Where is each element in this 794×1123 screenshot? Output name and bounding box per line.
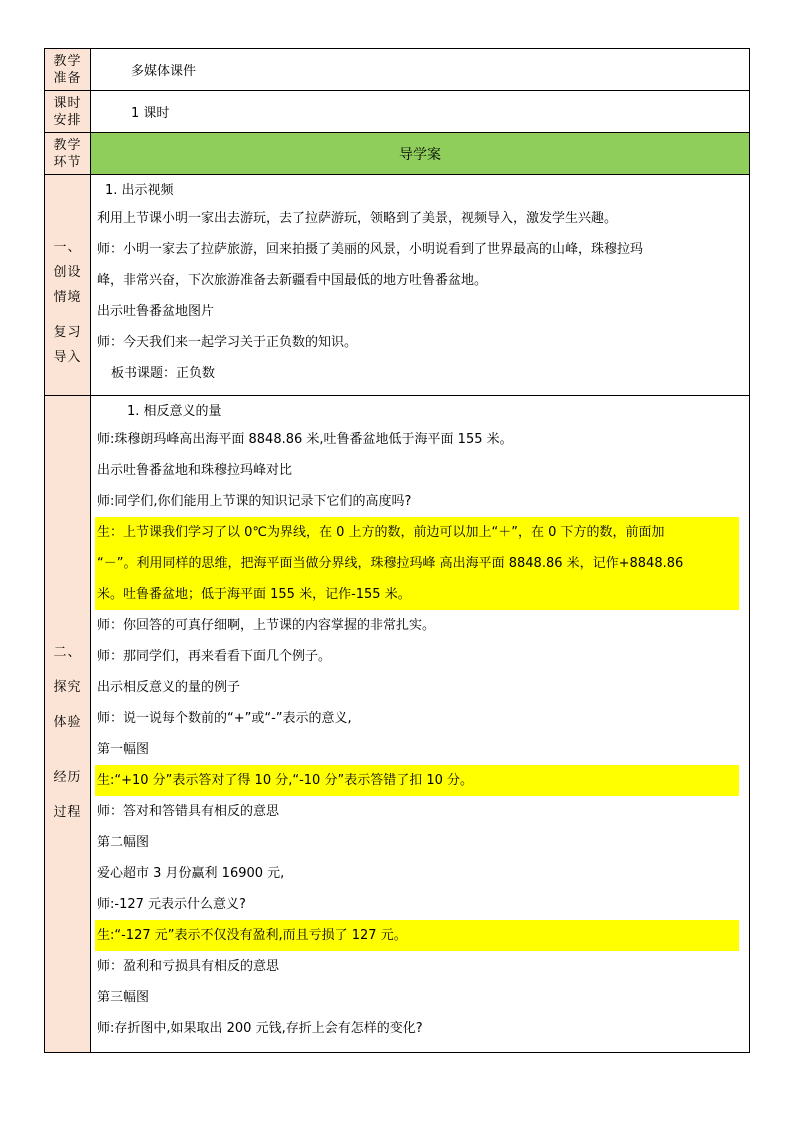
- text-line: 出示吐鲁番盆地图片: [97, 304, 215, 319]
- label-text: 过程: [53, 805, 82, 820]
- highlight-answer-block: [95, 765, 739, 796]
- preparation-value: 多媒体课件: [131, 64, 197, 79]
- text-line: 师：盈利和亏损具有相反的意思: [97, 959, 280, 974]
- row-section-2: [45, 396, 749, 1052]
- label-text: 复习: [53, 325, 82, 340]
- label-text: 情境: [53, 290, 82, 305]
- text-line: 出示吐鲁番盆地和珠穆拉玛峰对比: [97, 463, 293, 478]
- text-line: 1. 出示视频: [105, 183, 174, 198]
- highlight-line: 生:“+10 分”表示答对了得 10 分,“-10 分”表示答错了扣 10 分。: [97, 773, 473, 788]
- section-2-label: [45, 396, 91, 1052]
- label-text: 创设: [53, 265, 82, 280]
- highlight-line: “－”。利用同样的思维，把海平面当做分界线，珠穆拉玛峰 高出海平面 8848.86 米，记作+8848.86: [97, 556, 684, 571]
- text-line: 师:存折图中,如果取出 200 元钱,存折上会有怎样的变化?: [97, 1021, 423, 1036]
- text-line: 第一幅图: [97, 742, 150, 757]
- time-value: 1 课时: [131, 106, 170, 121]
- section-2-content: [91, 396, 749, 1052]
- text-line: 利用上节课小明一家出去游玩，去了拉萨游玩，领略到了美景，视频导入，激发学生兴趣。: [97, 211, 618, 226]
- highlight-line: 生：上节课我们学习了以 0℃为界线，在 0 上方的数，前边可以加上“＋”，在 0 下方的数，前面加: [97, 525, 665, 540]
- label-text: 课时: [53, 95, 82, 111]
- label-preparation: [45, 49, 91, 90]
- phase-header: 导学案: [91, 133, 749, 174]
- highlight-line: 生:“-127 元”表示不仅没有盈利,而且亏损了 127 元。: [97, 928, 407, 943]
- highlight-answer-block: [95, 517, 739, 610]
- text-line: 师:珠穆朗玛峰高出海平面 8848.86 米,吐鲁番盆地低于海平面 155 米。: [97, 432, 513, 447]
- label-text: 教学: [53, 137, 82, 153]
- row-time: [45, 91, 749, 133]
- label-phase: [45, 133, 91, 174]
- section-heading: 1. 相反意义的量: [127, 404, 222, 419]
- label-text: 二、: [53, 645, 82, 660]
- text-line: 师：那同学们，再来看看下面几个例子。: [97, 649, 332, 664]
- label-text: 导入: [53, 350, 82, 365]
- label-text: 经历: [53, 770, 82, 785]
- row-preparation: [45, 49, 749, 91]
- label-time: [45, 91, 91, 132]
- row-section-1: [45, 175, 749, 396]
- text-line: 师：你回答的可真仔细啊，上节课的内容掌握的非常扎实。: [97, 618, 436, 633]
- text-line: 师：今天我们来一起学习关于正负数的知识。: [97, 335, 358, 350]
- lesson-plan-table: [44, 48, 750, 1053]
- label-text: 准备: [53, 70, 82, 86]
- label-text: 安排: [53, 112, 82, 128]
- text-line: 师：答对和答错具有相反的意思: [97, 804, 280, 819]
- text-line: 爱心超市 3 月份赢利 16900 元,: [97, 866, 285, 881]
- text-line: 峰，非常兴奋，下次旅游准备去新疆看中国最低的地方吐鲁番盆地。: [97, 273, 488, 288]
- highlight-line: 米。吐鲁番盆地；低于海平面 155 米，记作-155 米。: [97, 587, 411, 602]
- text-line: 师：说一说每个数前的“+”或“-”表示的意义,: [97, 711, 352, 726]
- text-line: 第三幅图: [97, 990, 150, 1005]
- section-1-content: [91, 175, 749, 395]
- text-line: 师:同学们,你们能用上节课的知识记录下它们的高度吗?: [97, 494, 412, 509]
- label-text: 体验: [53, 715, 82, 730]
- label-text: 教学: [53, 53, 82, 69]
- text-line: 第二幅图: [97, 835, 150, 850]
- row-phase: [45, 133, 749, 175]
- highlight-answer-block: [95, 920, 739, 951]
- text-line: 板书课题：正负数: [111, 366, 216, 381]
- text-line: 出示相反意义的量的例子: [97, 680, 241, 695]
- text-line: 师:-127 元表示什么意义?: [97, 897, 246, 912]
- label-text: 探究: [53, 680, 82, 695]
- section-1-label: [45, 175, 91, 395]
- text-line: 师：小明一家去了拉萨旅游，回来拍摄了美丽的风景，小明说看到了世界最高的山峰，珠穆拉玛: [97, 242, 644, 257]
- label-text: 环节: [53, 154, 82, 170]
- label-text: 一、: [53, 240, 82, 255]
